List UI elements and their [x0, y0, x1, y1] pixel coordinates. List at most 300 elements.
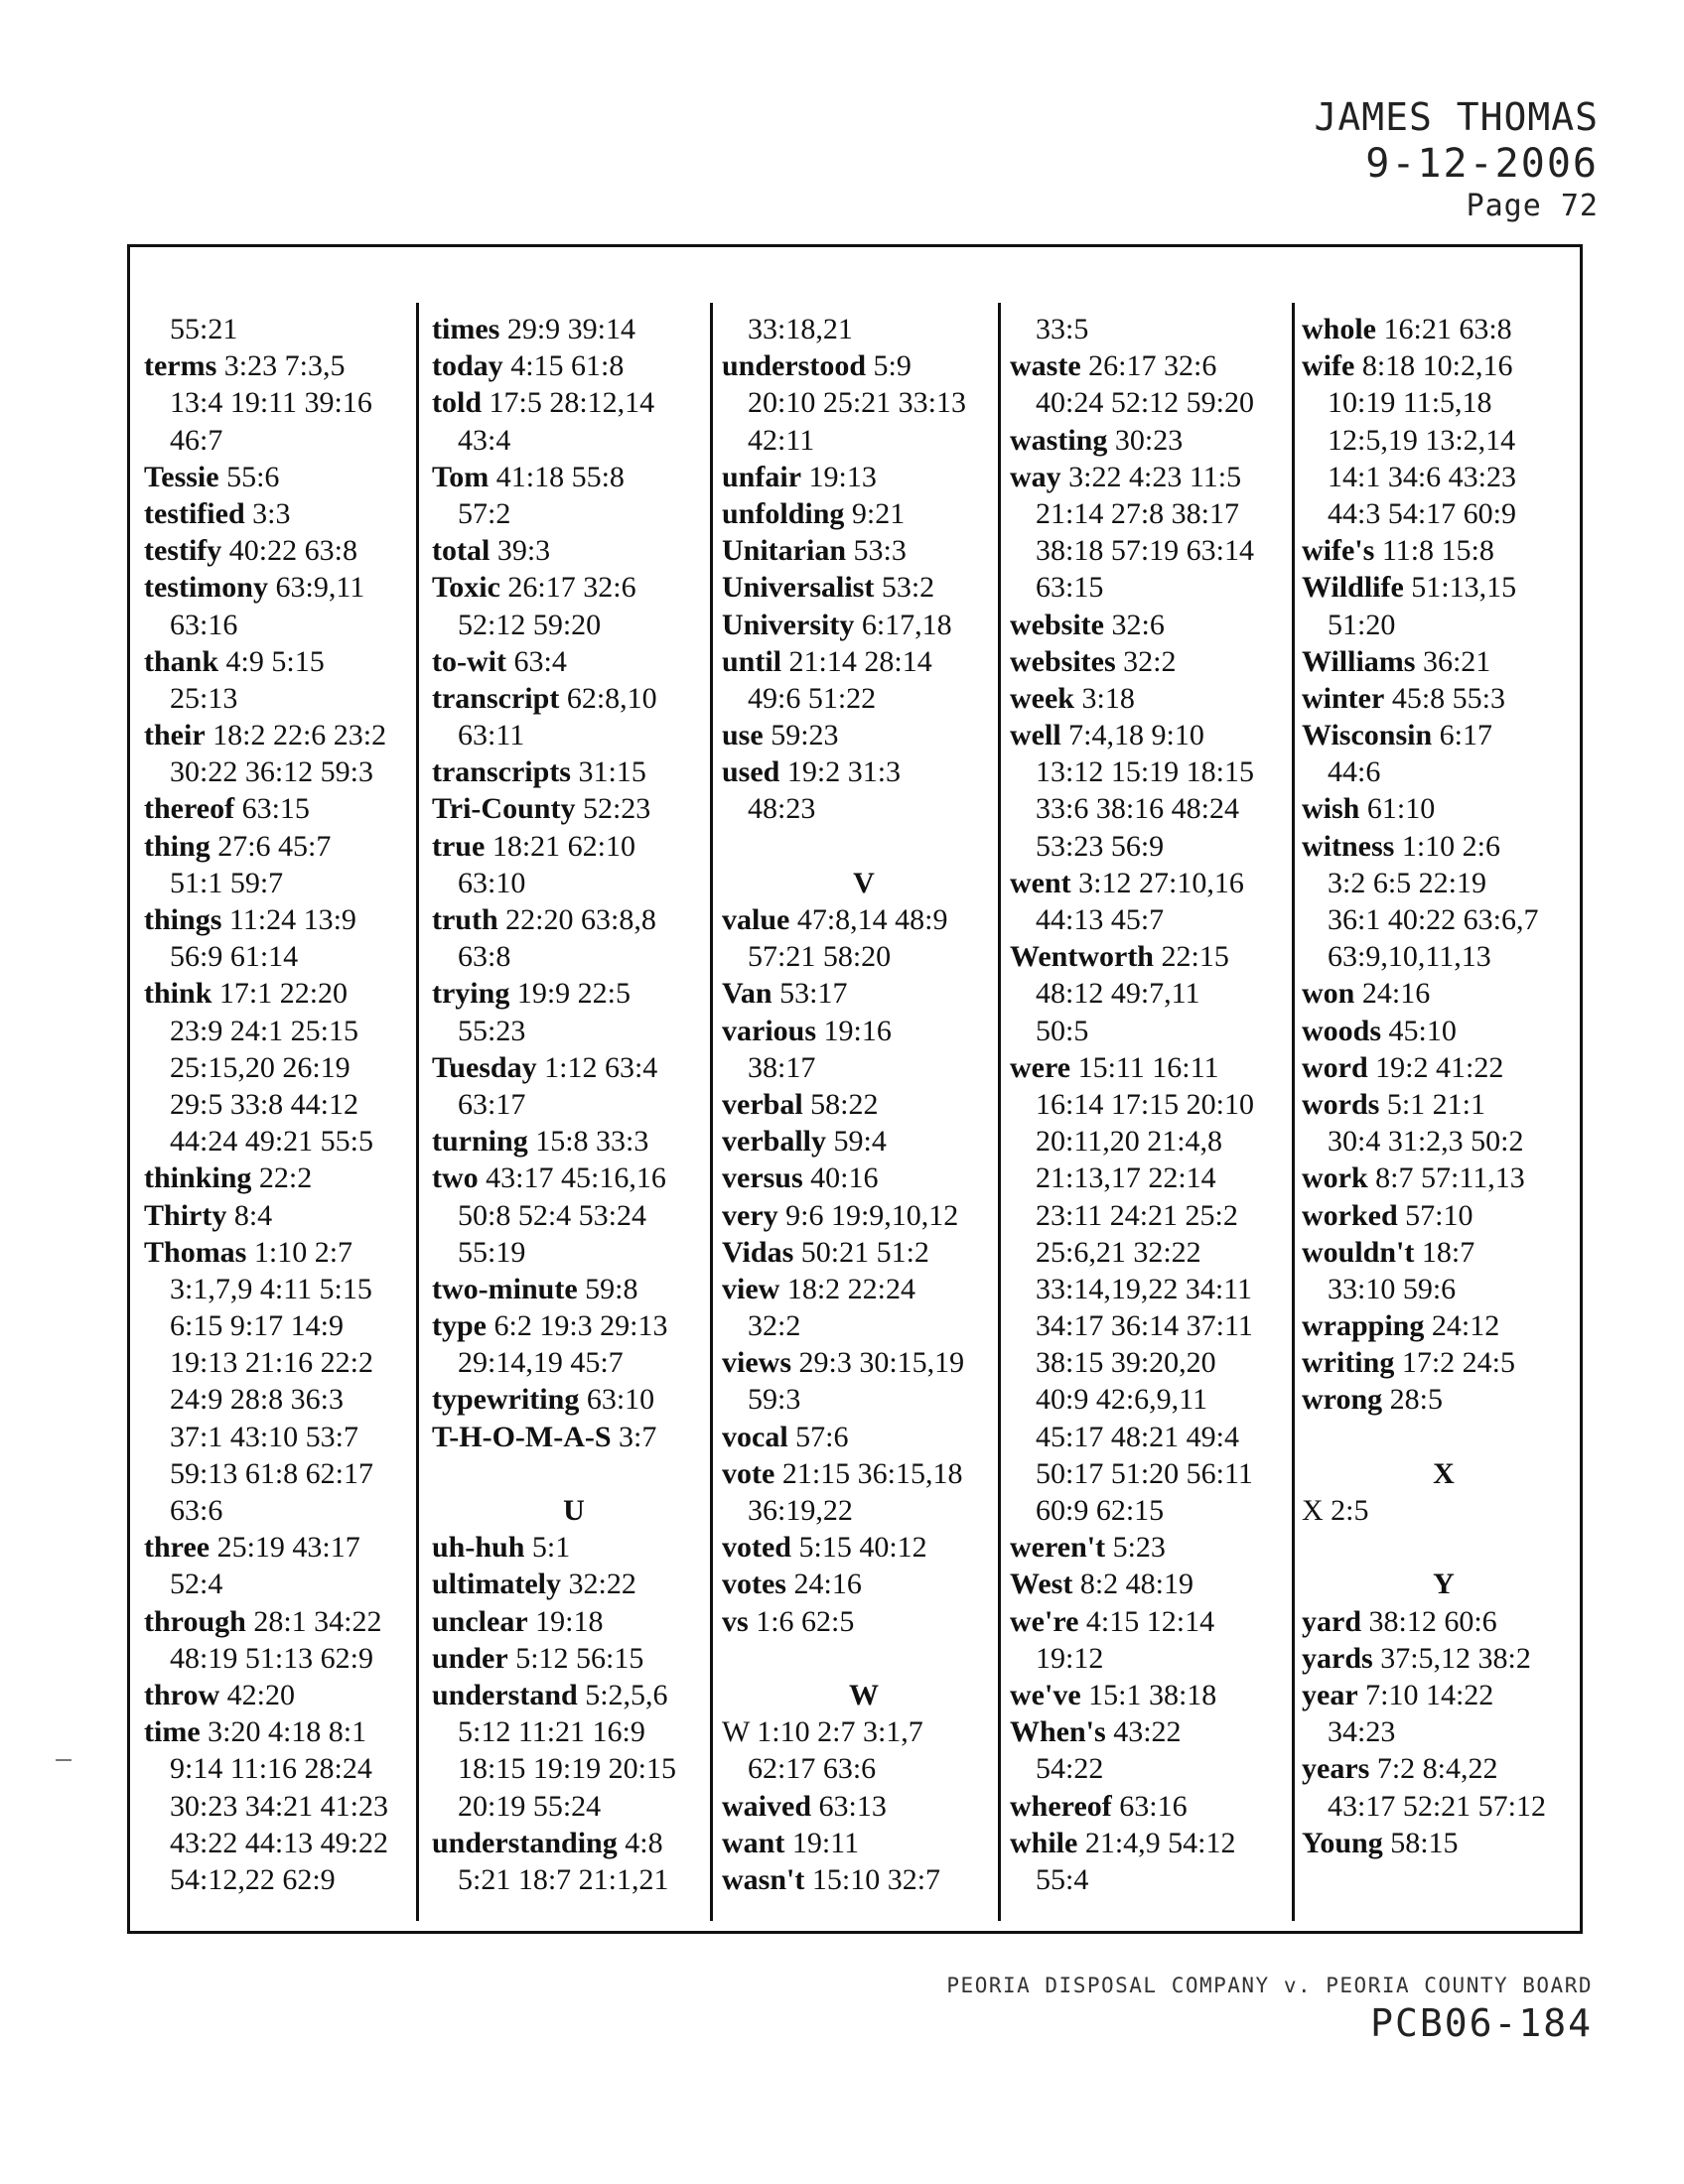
index-entry: [1010, 680, 1294, 717]
entry-word: used: [722, 755, 780, 789]
index-continuation: 63:6: [170, 1494, 223, 1527]
page-line-refs: 53:2: [881, 571, 935, 605]
page-line-refs: 1:10 2:7 3:1,7: [757, 1715, 923, 1749]
page-line-refs: 24:16: [1361, 977, 1431, 1011]
index-entry: [722, 1603, 1006, 1640]
entry-word: University: [722, 608, 855, 641]
entry-word: three: [144, 1531, 210, 1565]
page-line-refs: 15:8 33:3: [535, 1125, 649, 1159]
index-entry: [432, 1825, 716, 1861]
entry-word: year: [1302, 1678, 1358, 1711]
entry-word: transcripts: [432, 755, 571, 789]
index-entry: [432, 975, 716, 1012]
index-entry: [722, 1013, 1006, 1049]
entry-word: testify: [144, 534, 222, 568]
index-continuation: 45:17 48:21 49:4: [1036, 1420, 1240, 1453]
page-line-refs: 3:3: [252, 496, 291, 530]
page-line-refs: 43:22: [1113, 1715, 1182, 1749]
index-continuation: 3:1,7,9 4:11 5:15: [170, 1272, 372, 1305]
index-continuation: 57:21 58:20: [748, 940, 892, 974]
index-continuation: 49:6 51:22: [748, 681, 877, 715]
index-entry: [722, 1160, 1006, 1196]
entry-word: terms: [144, 349, 217, 383]
index-entry: [1302, 1750, 1586, 1787]
page-line-refs: 42:20: [226, 1678, 295, 1711]
index-entry: [1010, 643, 1294, 680]
index-continuation: 55:21: [170, 313, 238, 345]
deposition-date: 9-12-2006: [1365, 141, 1599, 187]
index-entry: [722, 1234, 1006, 1271]
entry-word: typewriting: [432, 1383, 580, 1417]
index-continuation: 20:10 25:21 33:13: [748, 386, 967, 420]
entry-word: yards: [1302, 1641, 1373, 1675]
index-entry: [1302, 347, 1586, 384]
entry-word: through: [144, 1604, 246, 1638]
page-line-refs: 32:22: [568, 1568, 636, 1601]
index-continuation: 23:11 24:21 25:2: [1036, 1198, 1238, 1232]
index-continuation: 3:2 6:5 22:19: [1328, 866, 1487, 899]
page-line-refs: 53:3: [853, 534, 907, 568]
page-line-refs: 3:7: [619, 1420, 657, 1453]
entry-word: work: [1302, 1161, 1368, 1195]
index-entry: [144, 1603, 428, 1640]
index-entry: [722, 495, 1006, 532]
index-continuation: 56:9 61:14: [170, 940, 299, 974]
index-continuation: 29:5 33:8 44:12: [170, 1087, 359, 1121]
page-line-refs: 22:2: [258, 1161, 313, 1195]
page-line-refs: 28:1 34:22: [253, 1604, 382, 1638]
index-entry: [722, 1271, 1006, 1307]
index-entry: [432, 347, 716, 384]
page-line-refs: 63:16: [1119, 1789, 1188, 1823]
index-continuation: 20:11,20 21:4,8: [1036, 1125, 1223, 1159]
index-entry: [1010, 607, 1294, 643]
index-continuation: 44:24 49:21 55:5: [170, 1125, 374, 1159]
index-continuation: 60:9 62:15: [1036, 1494, 1165, 1527]
page-line-refs: 31:15: [578, 755, 646, 789]
entry-word: witness: [1302, 829, 1395, 863]
index-entry: [722, 569, 1006, 606]
index-column-4: [1010, 311, 1294, 1898]
page-line-refs: 22:20 63:8,8: [505, 903, 656, 936]
page-line-refs: 40:16: [810, 1161, 879, 1195]
index-continuation: 5:21 18:7 21:1,21: [458, 1862, 669, 1896]
entry-word: Tom: [432, 460, 490, 493]
index-entry: [1010, 938, 1294, 975]
entry-word: Universalist: [722, 571, 875, 605]
index-continuation: 19:13 21:16 22:2: [170, 1346, 374, 1380]
page-line-refs: 30:23: [1114, 423, 1184, 457]
entry-word: Tessie: [144, 460, 219, 493]
entry-word: two-minute: [432, 1272, 578, 1305]
index-entry: [1010, 717, 1294, 753]
index-continuation: 13:12 15:19 18:15: [1036, 755, 1255, 789]
index-entry: [1302, 1013, 1586, 1049]
page-line-refs: 6:2 19:3 29:13: [493, 1309, 668, 1343]
entry-word: think: [144, 977, 212, 1011]
page-line-refs: 50:21 51:2: [800, 1235, 929, 1269]
index-entry: [1302, 532, 1586, 569]
page-line-refs: 18:21 62:10: [491, 829, 635, 863]
entry-word: Tri-County: [432, 792, 576, 826]
index-continuation: 21:13,17 22:14: [1036, 1161, 1216, 1195]
page-line-refs: 22:15: [1161, 940, 1229, 974]
index-continuation: 37:1 43:10 53:7: [170, 1420, 359, 1453]
word-index-box: [127, 244, 1583, 1934]
index-entry: [144, 901, 428, 938]
index-continuation: 48:12 49:7,11: [1036, 977, 1200, 1011]
index-entry: [432, 311, 716, 347]
index-entry: [144, 828, 428, 865]
page-line-refs: 8:2 48:19: [1079, 1568, 1193, 1601]
index-entry: [1302, 1677, 1586, 1713]
entry-word: wrapping: [1302, 1309, 1425, 1343]
index-continuation: 50:8 52:4 53:24: [458, 1198, 647, 1232]
page-line-refs: 25:19 43:17: [216, 1531, 360, 1565]
page-line-refs: 63:10: [586, 1383, 655, 1417]
index-continuation: 63:11: [458, 719, 525, 752]
index-entry: [144, 1160, 428, 1196]
index-entry: [432, 1603, 716, 1640]
index-continuation: 32:2: [748, 1309, 801, 1343]
entry-word: testimony: [144, 571, 268, 605]
page-line-refs: 59:8: [585, 1272, 638, 1305]
index-entry: [722, 1825, 1006, 1861]
page-line-refs: 29:3 30:15,19: [798, 1346, 965, 1380]
entry-word: wife: [1302, 349, 1355, 383]
index-entry: [722, 532, 1006, 569]
page-line-refs: 16:21 63:8: [1383, 313, 1512, 345]
entry-word: unfair: [722, 460, 802, 493]
entry-word: thank: [144, 644, 219, 678]
entry-word: websites: [1010, 644, 1116, 678]
entry-word: various: [722, 1014, 817, 1047]
page-line-refs: 15:1 38:18: [1088, 1678, 1217, 1711]
entry-word: Williams: [1302, 644, 1416, 678]
page-line-refs: 26:17 32:6: [507, 571, 636, 605]
index-entry: [722, 1344, 1006, 1381]
index-entry: [1302, 1344, 1586, 1381]
index-continuation: 14:1 34:6 43:23: [1328, 460, 1517, 493]
spacer: [722, 1640, 1006, 1677]
entry-word: wish: [1302, 792, 1360, 826]
index-entry: [1302, 311, 1586, 347]
page-line-refs: 63:15: [241, 792, 310, 826]
index-entry: [1010, 347, 1294, 384]
index-continuation: 43:4: [458, 423, 511, 457]
page-line-refs: 24:16: [793, 1568, 862, 1601]
index-entry: [1010, 1603, 1294, 1640]
index-entry: [1010, 459, 1294, 495]
entry-word: wouldn't: [1302, 1235, 1415, 1269]
index-entry: [432, 384, 716, 421]
index-entry: [144, 1234, 428, 1271]
section-letter: W: [849, 1678, 879, 1711]
section-letter: X: [1433, 1456, 1455, 1490]
index-entry: [432, 1566, 716, 1602]
page-line-refs: 11:8 15:8: [1381, 534, 1494, 568]
page-line-refs: 58:22: [810, 1087, 879, 1121]
index-continuation: 25:6,21 32:22: [1036, 1235, 1201, 1269]
index-entry: [722, 1086, 1006, 1123]
index-continuation: 44:13 45:7: [1036, 903, 1165, 936]
page-line-refs: 7:4,18 9:10: [1068, 719, 1204, 752]
page-line-refs: 18:2 22:24: [786, 1272, 915, 1305]
index-continuation: 54:12,22 62:9: [170, 1862, 336, 1896]
entry-word: true: [432, 829, 486, 863]
index-entry: [432, 1419, 716, 1455]
entry-word: website: [1010, 608, 1104, 641]
entry-word: versus: [722, 1161, 803, 1195]
index-entry: [144, 569, 428, 606]
index-continuation: 55:23: [458, 1014, 526, 1047]
entry-word: views: [722, 1346, 791, 1380]
entry-word: today: [432, 349, 503, 383]
page-line-refs: 4:15 12:14: [1085, 1604, 1215, 1638]
entry-word: unfolding: [722, 496, 845, 530]
index-continuation: 34:17 36:14 37:11: [1036, 1309, 1253, 1343]
page-line-refs: 41:18 55:8: [495, 460, 625, 493]
index-entry: [144, 1677, 428, 1713]
entry-word: wife's: [1302, 534, 1375, 568]
index-entry: [1010, 1566, 1294, 1602]
page-line-refs: 15:11 16:11: [1077, 1050, 1219, 1084]
index-entry: [1302, 1086, 1586, 1123]
index-continuation: 25:13: [170, 681, 238, 715]
entry-word: Unitarian: [722, 534, 847, 568]
index-entry: [432, 643, 716, 680]
index-entry: [722, 901, 1006, 938]
index-continuation: 25:15,20 26:19: [170, 1050, 351, 1084]
page-line-refs: 1:10 2:6: [1401, 829, 1501, 863]
entry-word: X: [1302, 1494, 1324, 1527]
entry-word: Tuesday: [432, 1050, 537, 1084]
entry-word: while: [1010, 1826, 1078, 1859]
index-continuation: 44:3 54:17 60:9: [1328, 496, 1517, 530]
page-line-refs: 26:17 32:6: [1088, 349, 1217, 383]
entry-word: very: [722, 1198, 778, 1232]
index-continuation: 48:23: [748, 792, 816, 826]
entry-word: waived: [722, 1789, 811, 1823]
entry-word: value: [722, 903, 790, 936]
index-continuation: 59:3: [748, 1383, 801, 1417]
entry-word: Vidas: [722, 1235, 794, 1269]
index-entry: [722, 975, 1006, 1012]
entry-word: want: [722, 1826, 785, 1859]
entry-word: we're: [1010, 1604, 1079, 1638]
entry-word: wasting: [1010, 423, 1108, 457]
page-line-refs: 19:18: [535, 1604, 604, 1638]
entry-word: voted: [722, 1531, 791, 1565]
page-line-refs: 29:9 39:14: [506, 313, 635, 345]
index-continuation: 33:10 59:6: [1328, 1272, 1457, 1305]
index-continuation: 20:19 55:24: [458, 1789, 602, 1823]
entry-word: whereof: [1010, 1789, 1112, 1823]
index-entry: [144, 790, 428, 827]
index-continuation: 53:23 56:9: [1036, 829, 1165, 863]
index-entry: [1302, 1049, 1586, 1086]
page-line-refs: 47:8,14 48:9: [796, 903, 948, 936]
entry-word: went: [1010, 866, 1071, 899]
entry-word: time: [144, 1715, 201, 1749]
index-continuation: 30:23 34:21 41:23: [170, 1789, 389, 1823]
page-number: Page 72: [1466, 189, 1599, 223]
page-line-refs: 5:9: [873, 349, 912, 383]
index-entry: [1010, 1788, 1294, 1825]
index-entry: [1302, 1640, 1586, 1677]
index-entry: [144, 532, 428, 569]
entry-word: under: [432, 1641, 508, 1675]
index-entry: [1302, 1234, 1586, 1271]
page-line-refs: 18:2 22:6 23:2: [212, 719, 387, 752]
index-entry: [1010, 1825, 1294, 1861]
page-line-refs: 5:1 21:1: [1386, 1087, 1486, 1121]
index-continuation: 38:15 39:20,20: [1036, 1346, 1216, 1380]
entry-word: Wildlife: [1302, 571, 1404, 605]
index-continuation: 18:15 19:19 20:15: [458, 1752, 677, 1786]
page-line-refs: 3:23 7:3,5: [223, 349, 346, 383]
index-continuation: 33:5: [1036, 313, 1089, 345]
index-continuation: 34:23: [1328, 1715, 1396, 1749]
entry-word: Toxic: [432, 571, 500, 605]
entry-word: wasn't: [722, 1862, 805, 1896]
page-line-refs: 21:15 36:15,18: [781, 1456, 963, 1490]
entry-word: turning: [432, 1125, 528, 1159]
index-entry: [722, 1713, 1006, 1750]
index-continuation: 40:24 52:12 59:20: [1036, 386, 1255, 420]
entry-word: use: [722, 719, 764, 752]
entry-word: view: [722, 1272, 780, 1305]
index-entry: [144, 459, 428, 495]
index-continuation: 33:18,21: [748, 313, 853, 345]
page-line-refs: 53:17: [779, 977, 848, 1011]
index-entry: [432, 1160, 716, 1196]
index-entry: [722, 607, 1006, 643]
entry-word: worked: [1302, 1198, 1398, 1232]
entry-word: two: [432, 1161, 479, 1195]
index-continuation: 12:5,19 13:2,14: [1328, 423, 1516, 457]
entry-word: yard: [1302, 1604, 1361, 1638]
entry-word: Thomas: [144, 1235, 247, 1269]
index-continuation: 48:19 51:13 62:9: [170, 1641, 374, 1675]
entry-word: winter: [1302, 681, 1385, 715]
entry-word: well: [1010, 719, 1061, 752]
page-line-refs: 19:16: [823, 1014, 892, 1047]
index-continuation: 52:12 59:20: [458, 608, 602, 641]
page-line-refs: 3:22 4:23 11:5: [1068, 460, 1242, 493]
index-entry: [432, 1381, 716, 1418]
entry-word: unclear: [432, 1604, 528, 1638]
index-entry: [432, 680, 716, 717]
page-line-refs: 9:21: [851, 496, 906, 530]
page-line-refs: 5:23: [1112, 1531, 1166, 1565]
page-line-refs: 5:2,5,6: [585, 1678, 668, 1711]
entry-word: understanding: [432, 1826, 618, 1859]
index-continuation: 42:11: [748, 423, 815, 457]
page-line-refs: 5:15 40:12: [798, 1531, 927, 1565]
index-continuation: 29:14,19 45:7: [458, 1346, 624, 1380]
page-line-refs: 19:2 31:3: [786, 755, 902, 789]
page-line-refs: 39:3: [496, 534, 551, 568]
entry-word: their: [144, 719, 206, 752]
section-letter: U: [563, 1494, 585, 1527]
index-continuation: 33:6 38:16 48:24: [1036, 792, 1240, 826]
index-continuation: 59:13 61:8 62:17: [170, 1456, 374, 1490]
entry-word: type: [432, 1309, 487, 1343]
page-line-refs: 3:12 27:10,16: [1078, 866, 1244, 899]
index-entry: [722, 347, 1006, 384]
entry-word: woods: [1302, 1014, 1382, 1047]
page-line-refs: 62:8,10: [566, 681, 657, 715]
page-line-refs: 58:15: [1390, 1826, 1459, 1859]
page-line-refs: 51:13,15: [1411, 571, 1517, 605]
page-line-refs: 7:2 8:4,22: [1376, 1752, 1498, 1786]
entry-word: until: [722, 644, 782, 678]
index-entry: [722, 1566, 1006, 1602]
index-entry: [1010, 1713, 1294, 1750]
index-entry: [432, 459, 716, 495]
index-entry: [1302, 975, 1586, 1012]
page-line-refs: 8:7 57:11,13: [1375, 1161, 1525, 1195]
page-line-refs: 55:6: [226, 460, 280, 493]
index-entry: [1302, 717, 1586, 753]
page-line-refs: 2:5: [1331, 1494, 1369, 1527]
index-entry: [144, 495, 428, 532]
index-entry: [722, 1788, 1006, 1825]
index-continuation: 43:17 52:21 57:12: [1328, 1789, 1547, 1823]
index-continuation: 63:8: [458, 940, 511, 974]
index-continuation: 40:9 42:6,9,11: [1036, 1383, 1208, 1417]
page-line-refs: 1:6 62:5: [756, 1604, 855, 1638]
entry-word: writing: [1302, 1346, 1395, 1380]
page-line-refs: 6:17,18: [861, 608, 952, 641]
index-entry: [722, 753, 1006, 790]
page-line-refs: 43:17 45:16,16: [486, 1161, 666, 1195]
index-entry: [722, 1529, 1006, 1566]
entry-word: testified: [144, 496, 245, 530]
page-line-refs: 59:23: [771, 719, 839, 752]
page-line-refs: 57:6: [795, 1420, 849, 1453]
index-entry: [432, 1271, 716, 1307]
page-line-refs: 59:4: [833, 1125, 887, 1159]
page-line-refs: 9:6 19:9,10,12: [785, 1198, 959, 1232]
entry-word: thing: [144, 829, 210, 863]
page-line-refs: 19:2 41:22: [1375, 1050, 1504, 1084]
entry-word: W: [722, 1715, 750, 1749]
entry-word: waste: [1010, 349, 1081, 383]
index-continuation: 30:22 36:12 59:3: [170, 755, 374, 789]
page-line-refs: 19:13: [808, 460, 877, 493]
page-line-refs: 38:12 60:6: [1368, 1604, 1497, 1638]
entry-word: transcript: [432, 681, 560, 715]
index-entry: [432, 1049, 716, 1086]
section-letter: Y: [1433, 1568, 1455, 1601]
index-continuation: 21:14 27:8 38:17: [1036, 496, 1240, 530]
page-line-refs: 63:9,11: [275, 571, 365, 605]
index-continuation: 57:2: [458, 496, 511, 530]
index-entry: [432, 1640, 716, 1677]
entry-word: Young: [1302, 1826, 1383, 1859]
page-line-refs: 28:5: [1389, 1383, 1443, 1417]
index-entry: [1302, 1492, 1586, 1529]
index-entry: [432, 569, 716, 606]
entry-word: When's: [1010, 1715, 1106, 1749]
case-caption: PEORIA DISPOSAL COMPANY v. PEORIA COUNTY BOARD: [946, 1974, 1593, 1997]
entry-word: words: [1302, 1087, 1380, 1121]
index-entry: [1302, 1381, 1586, 1418]
page-line-refs: 19:9 22:5: [516, 977, 631, 1011]
index-entry: [1010, 865, 1294, 901]
